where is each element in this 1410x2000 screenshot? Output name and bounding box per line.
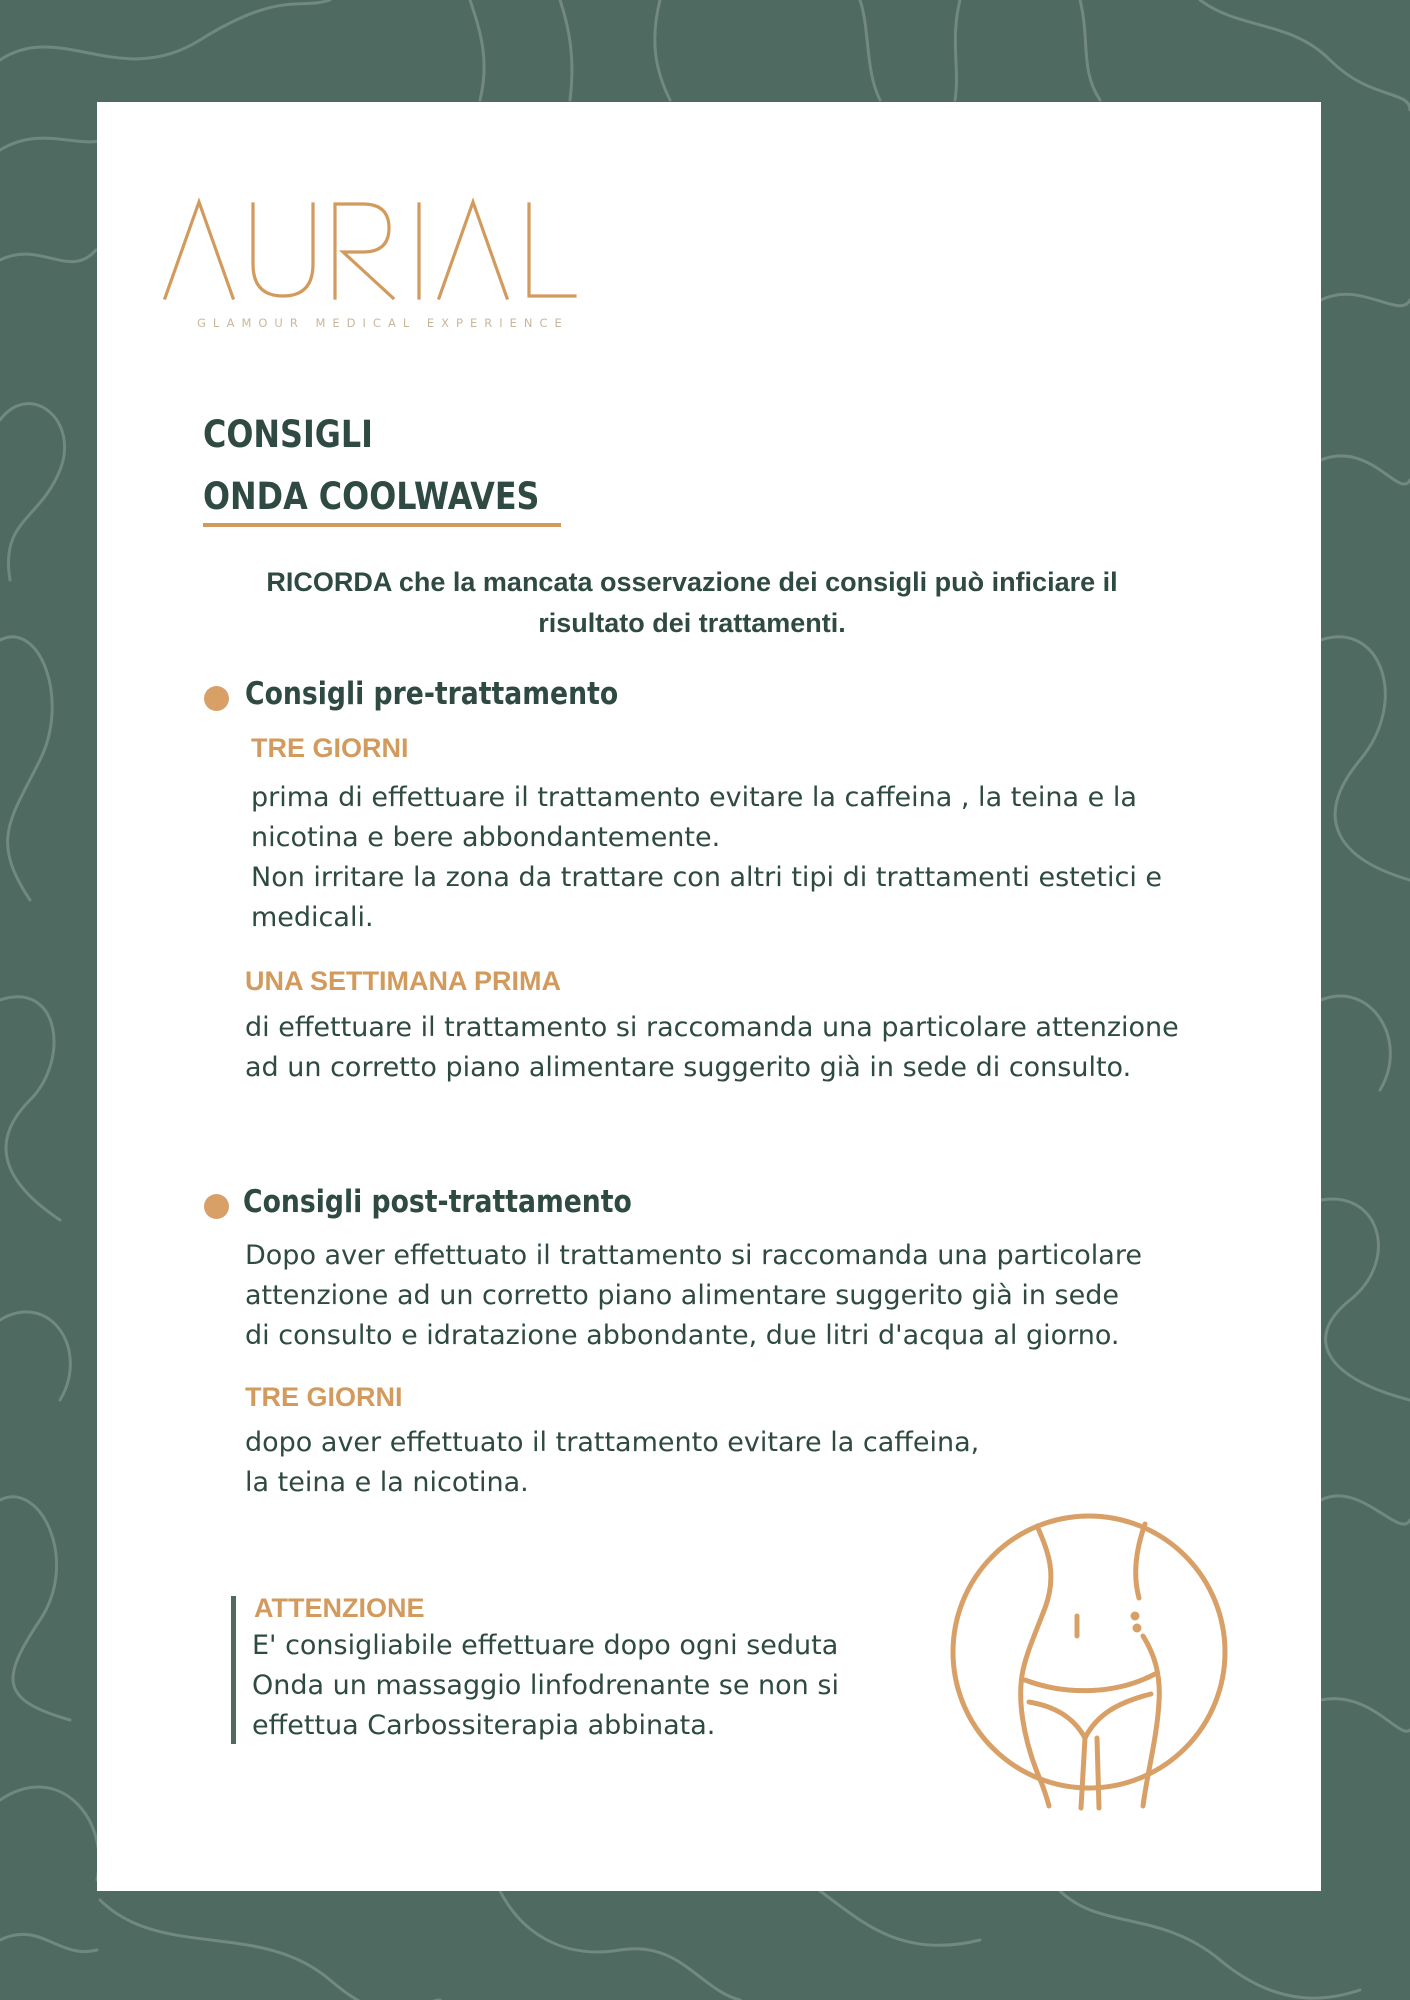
page-title-line1: CONSIGLI [203, 413, 374, 456]
dot-bullet-icon [204, 686, 229, 711]
content-card [97, 102, 1321, 1891]
post-three-days-text: dopo aver effettuato il trattamento evitare la caffeina, la teina e la nicotina. [245, 1427, 980, 1498]
page-title-line2: ONDA COOLWAVES [203, 475, 540, 518]
brand-tagline: GLAMOUR MEDICAL EXPERIENCE [197, 316, 569, 330]
attention-bar [231, 1596, 236, 1744]
post-intro-text: Dopo aver effettuato il trattamento si raccomanda una particolare attenzione ad un corretto piano alimentare suggerito già in sede di consulto e idratazione abbondante, due litri d'acqua al giorno. [245, 1240, 1142, 1351]
pre-one-week-label: UNA SETTIMANA PRIMA [245, 966, 561, 996]
pre-treatment-heading: Consigli pre-trattamento [245, 676, 619, 712]
pre-three-days-label: TRE GIORNI [251, 733, 409, 763]
body-silhouette-icon [947, 1512, 1237, 1812]
post-treatment-heading: Consigli post-trattamento [243, 1184, 632, 1220]
aurial-logo [157, 194, 577, 304]
pre-three-days-text: prima di effettuare il trattamento evitare la caffeina , la teina e la nicotina e bere abbondantemente. Non irritare la zona da trattare con altri tipi di trattamenti estetici e medicali. [251, 782, 1163, 933]
attention-text: E' consigliabile effettuare dopo ogni seduta Onda un massaggio linfodrenante se non si effettua Carbossiterapia abbinata. [252, 1630, 839, 1741]
post-three-days-label: TRE GIORNI [245, 1382, 403, 1412]
title-underline [203, 523, 561, 527]
pre-one-week-text: di effettuare il trattamento si raccomanda una particolare attenzione ad un corretto piano alimentare suggerito già in sede di consulto. [245, 1012, 1179, 1083]
dot-bullet-icon [204, 1194, 229, 1219]
reminder-note: RICORDA che la mancata osservazione dei consigli può inficiare il risultato dei trattamenti. [266, 567, 1118, 638]
attention-label: ATTENZIONE [254, 1593, 425, 1623]
